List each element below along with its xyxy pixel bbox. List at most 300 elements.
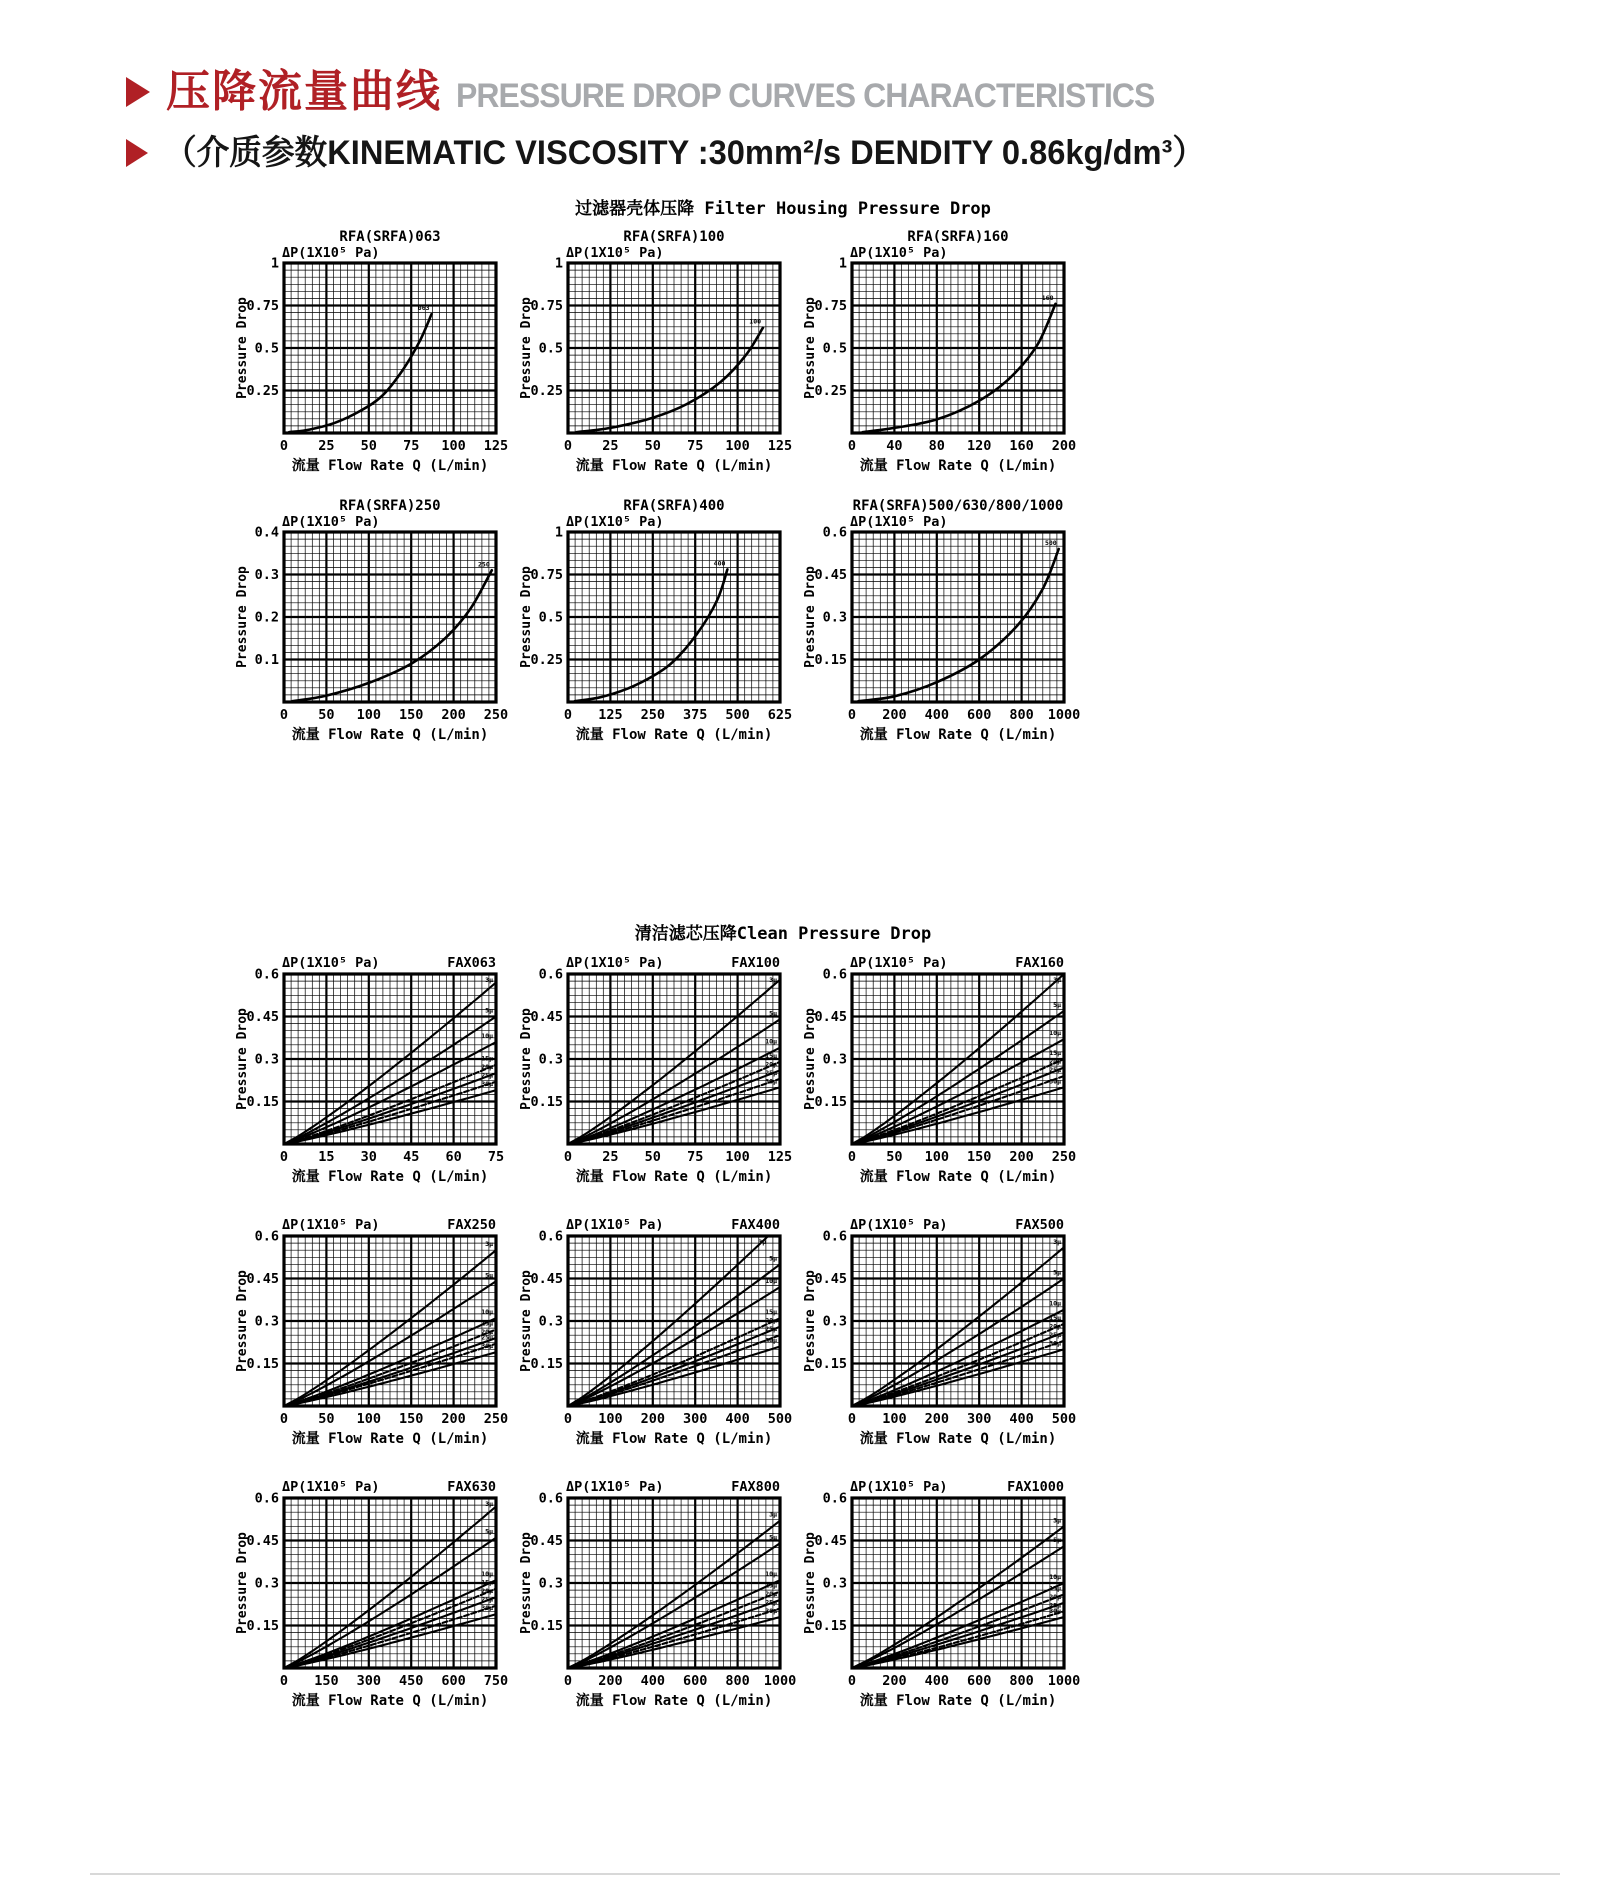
curve-end-label: 160 xyxy=(1041,293,1054,302)
y-axis-label: Pressure Drop xyxy=(235,1532,250,1634)
y-tick-label: 0.3 xyxy=(538,1313,563,1330)
x-axis-label: 流量 Flow Rate Q (L/min) xyxy=(291,458,489,474)
chart-fax160 xyxy=(800,950,1084,1200)
y-tick-label: 0.25 xyxy=(246,383,279,399)
x-tick-label: 0 xyxy=(563,1673,573,1689)
x-tick-label: 0 xyxy=(847,1149,857,1165)
chart-title: FAX400 xyxy=(731,1217,780,1233)
x-tick-label: 150 xyxy=(399,1411,424,1427)
x-tick-label: 80 xyxy=(928,438,945,454)
x-axis-label: 流量 Flow Rate Q (L/min) xyxy=(291,1169,489,1185)
y-tick-label: 0.5 xyxy=(254,340,279,357)
x-axis-label: 流量 Flow Rate Q (L/min) xyxy=(859,458,1057,474)
chart-title: FAX500 xyxy=(1015,1217,1064,1233)
y-tick-label: 0.45 xyxy=(530,1271,563,1287)
y-tick-label: 0.45 xyxy=(246,1533,279,1549)
curve-end-label: 20μ xyxy=(765,1316,777,1325)
x-axis-label: 流量 Flow Rate Q (L/min) xyxy=(291,727,489,743)
x-tick-label: 200 xyxy=(924,1411,949,1427)
x-tick-label: 0 xyxy=(279,1149,289,1165)
x-tick-label: 100 xyxy=(598,1411,623,1427)
curve-end-label: 10μ xyxy=(1049,1573,1061,1581)
curve-end-label: 30μ xyxy=(481,1342,493,1351)
y-tick-label: 0.75 xyxy=(814,298,847,314)
x-tick-label: 400 xyxy=(640,1673,665,1689)
curve-end-label: 30μ xyxy=(481,1080,493,1089)
x-tick-label: 100 xyxy=(725,438,750,454)
chart-fax400 xyxy=(516,1212,800,1462)
x-tick-label: 450 xyxy=(399,1673,424,1689)
x-tick-label: 0 xyxy=(563,438,573,454)
chart-title: RFA(SRFA)250 xyxy=(339,498,441,514)
x-tick-label: 60 xyxy=(445,1149,462,1165)
x-tick-label: 0 xyxy=(847,707,857,723)
y-tick-label: 0.6 xyxy=(822,1490,847,1507)
curve-end-label: 15μ xyxy=(765,1581,777,1590)
delta-p-unit-label: ΔP(1X10⁵ Pa) xyxy=(850,1217,948,1233)
x-tick-label: 1000 xyxy=(1047,707,1081,723)
chart-rfa-srfa-100 xyxy=(516,225,800,482)
curve-end-label: 10μ xyxy=(1049,1029,1061,1038)
y-tick-label: 0.45 xyxy=(246,1009,279,1025)
y-tick-label: 0.1 xyxy=(254,652,279,668)
x-tick-label: 100 xyxy=(441,438,466,454)
curve-end-label: 25μ xyxy=(1049,1330,1061,1339)
x-tick-label: 800 xyxy=(1009,1673,1034,1689)
chart-title: FAX800 xyxy=(731,1479,780,1495)
y-tick-label: 0.45 xyxy=(814,1009,847,1025)
chart-title: FAX630 xyxy=(447,1479,496,1495)
chart-rfa-srfa-500-630-800-1000 xyxy=(800,494,1084,751)
curve-end-label: 20μ xyxy=(481,1587,493,1596)
x-tick-label: 500 xyxy=(1051,1411,1077,1427)
x-axis-label: 流量 Flow Rate Q (L/min) xyxy=(291,1693,489,1709)
x-tick-label: 120 xyxy=(967,438,992,454)
curve-end-label: 15μ xyxy=(1049,1584,1061,1593)
x-tick-label: 50 xyxy=(886,1149,903,1165)
chart-title: FAX250 xyxy=(447,1217,496,1233)
x-tick-label: 0 xyxy=(279,1673,289,1689)
y-tick-label: 0.6 xyxy=(822,966,847,983)
curve-400 xyxy=(575,569,728,701)
curve-end-label: 10μ xyxy=(765,1277,777,1285)
curve-end-label: 30μ xyxy=(765,1607,777,1615)
x-axis-label: 流量 Flow Rate Q (L/min) xyxy=(859,1169,1057,1185)
x-tick-label: 750 xyxy=(483,1673,509,1689)
x-tick-label: 0 xyxy=(563,1149,573,1165)
x-axis-label: 流量 Flow Rate Q (L/min) xyxy=(859,1431,1057,1447)
y-tick-label: 0.2 xyxy=(254,609,279,626)
x-tick-label: 100 xyxy=(356,707,381,723)
x-tick-label: 200 xyxy=(441,707,466,723)
x-tick-label: 400 xyxy=(725,1411,750,1427)
curve-end-label: 5μ xyxy=(1053,1536,1061,1545)
x-tick-label: 600 xyxy=(967,707,992,723)
curve-end-label: 20μ xyxy=(481,1063,493,1072)
curve-end-label: 5μ xyxy=(769,1254,777,1263)
x-tick-label: 800 xyxy=(725,1673,750,1689)
x-tick-label: 1000 xyxy=(763,1673,797,1689)
clean-pressure-drop-grid xyxy=(232,950,1084,1724)
y-tick-label: 1 xyxy=(270,255,279,272)
x-tick-label: 0 xyxy=(563,1411,573,1427)
curve-end-label: 5μ xyxy=(485,1271,493,1280)
x-tick-label: 100 xyxy=(356,1411,381,1427)
red-arrow-icon xyxy=(126,139,148,167)
x-axis-label: 流量 Flow Rate Q (L/min) xyxy=(859,727,1057,743)
x-tick-label: 400 xyxy=(924,707,949,723)
y-tick-label: 0.15 xyxy=(814,1094,847,1110)
curve-end-label: 5μ xyxy=(1053,1000,1061,1009)
curve-end-label: 500 xyxy=(1044,539,1057,547)
x-axis-label: 流量 Flow Rate Q (L/min) xyxy=(575,1431,773,1447)
chart-rfa-srfa-250 xyxy=(232,494,516,751)
x-tick-label: 0 xyxy=(847,1411,857,1427)
y-tick-label: 0.3 xyxy=(254,1313,279,1330)
y-tick-label: 0.3 xyxy=(254,1051,279,1068)
x-tick-label: 75 xyxy=(687,1149,704,1165)
y-tick-label: 0.45 xyxy=(530,1533,563,1549)
x-tick-label: 200 xyxy=(882,707,907,723)
x-axis-label: 流量 Flow Rate Q (L/min) xyxy=(575,727,773,743)
x-tick-label: 150 xyxy=(967,1149,992,1165)
curve-end-label: 5μ xyxy=(769,1533,777,1542)
curve-end-label: 10μ xyxy=(481,1308,493,1317)
curve-160 xyxy=(863,304,1056,432)
curve-end-label: 30μ xyxy=(1049,1607,1061,1615)
x-tick-label: 600 xyxy=(967,1673,992,1689)
housing-pressure-drop-grid xyxy=(232,225,1084,751)
x-tick-label: 200 xyxy=(882,1673,907,1689)
y-tick-label: 0.15 xyxy=(246,1094,279,1110)
chart-title: FAX100 xyxy=(731,955,780,971)
x-tick-label: 45 xyxy=(403,1149,420,1165)
y-tick-label: 0.15 xyxy=(246,1618,279,1634)
x-tick-label: 250 xyxy=(483,707,509,723)
y-tick-label: 0.3 xyxy=(822,1313,847,1330)
y-axis-label: Pressure Drop xyxy=(803,1008,818,1110)
curve-end-label: 3μ xyxy=(758,1238,767,1246)
y-axis-label: Pressure Drop xyxy=(803,566,818,668)
x-tick-label: 125 xyxy=(767,1149,793,1165)
y-tick-label: 0.25 xyxy=(530,652,563,668)
y-axis-label: Pressure Drop xyxy=(519,1008,534,1110)
x-axis-label: 流量 Flow Rate Q (L/min) xyxy=(859,1693,1057,1709)
curve-end-label: 25μ xyxy=(481,1333,493,1342)
x-tick-label: 200 xyxy=(598,1673,623,1689)
x-tick-label: 375 xyxy=(683,707,708,723)
section-title-clean: 清洁滤芯压降Clean Pressure Drop xyxy=(634,924,932,944)
x-tick-label: 800 xyxy=(1009,707,1034,723)
curve-end-label: 10μ xyxy=(481,1570,493,1579)
x-tick-label: 50 xyxy=(644,1149,661,1165)
x-tick-label: 0 xyxy=(279,438,289,454)
x-tick-label: 75 xyxy=(687,438,704,454)
x-tick-label: 400 xyxy=(1009,1411,1034,1427)
curve-end-label: 20μ xyxy=(1049,1592,1061,1601)
curve-end-label: 20μ xyxy=(1049,1322,1061,1331)
x-tick-label: 25 xyxy=(602,1149,619,1165)
curve-end-label: 30μ xyxy=(765,1077,777,1086)
page-header xyxy=(0,0,1618,170)
x-tick-label: 300 xyxy=(967,1411,992,1427)
x-tick-label: 0 xyxy=(847,1673,857,1689)
y-axis-label: Pressure Drop xyxy=(519,1270,534,1372)
y-tick-label: 0.5 xyxy=(538,340,563,357)
y-tick-label: 0.45 xyxy=(814,1533,847,1549)
x-tick-label: 150 xyxy=(314,1673,339,1689)
y-tick-label: 0.45 xyxy=(530,1009,563,1025)
x-tick-label: 600 xyxy=(441,1673,466,1689)
delta-p-unit-label: ΔP(1X10⁵ Pa) xyxy=(566,514,664,530)
curve-end-label: 25μ xyxy=(765,1325,777,1334)
chart-title: RFA(SRFA)160 xyxy=(907,229,1009,245)
x-tick-label: 125 xyxy=(483,438,509,454)
curve-end-label: 10μ xyxy=(765,1570,777,1579)
x-tick-label: 625 xyxy=(767,707,793,723)
y-axis-label: Pressure Drop xyxy=(519,566,534,668)
delta-p-unit-label: ΔP(1X10⁵ Pa) xyxy=(850,245,948,261)
curve-end-label: 10μ xyxy=(481,1032,493,1040)
y-tick-label: 0.4 xyxy=(254,524,279,541)
y-tick-label: 0.6 xyxy=(538,966,563,983)
x-tick-label: 250 xyxy=(483,1411,509,1427)
y-tick-label: 0.45 xyxy=(246,1271,279,1287)
x-tick-label: 30 xyxy=(360,1149,377,1165)
chart-fax1000 xyxy=(800,1474,1084,1724)
x-tick-label: 300 xyxy=(683,1411,708,1427)
curve-end-label: 3μ xyxy=(1053,1238,1061,1246)
y-tick-label: 0.6 xyxy=(254,966,279,983)
curve-end-label: 30μ xyxy=(1049,1077,1061,1086)
x-tick-label: 0 xyxy=(279,1411,289,1427)
chart-fax100 xyxy=(516,950,800,1200)
delta-p-unit-label: ΔP(1X10⁵ Pa) xyxy=(282,245,380,261)
x-tick-label: 160 xyxy=(1009,438,1034,454)
y-tick-label: 0.5 xyxy=(538,609,563,626)
x-tick-label: 150 xyxy=(399,707,424,723)
x-tick-label: 75 xyxy=(487,1149,505,1165)
x-tick-label: 100 xyxy=(924,1149,949,1165)
x-axis-label: 流量 Flow Rate Q (L/min) xyxy=(575,1693,773,1709)
chart-rfa-srfa-063 xyxy=(232,225,516,482)
y-tick-label: 0.45 xyxy=(814,1271,847,1287)
curve-end-label: 25μ xyxy=(765,1598,777,1607)
curve-end-label: 25μ xyxy=(481,1595,493,1604)
y-axis-label: Pressure Drop xyxy=(803,297,818,399)
y-tick-label: 0.5 xyxy=(822,340,847,357)
x-tick-label: 25 xyxy=(318,438,335,454)
y-tick-label: 0.6 xyxy=(822,1228,847,1245)
y-axis-label: Pressure Drop xyxy=(235,297,250,399)
chart-title: FAX063 xyxy=(447,955,496,971)
x-tick-label: 125 xyxy=(767,438,793,454)
delta-p-unit-label: ΔP(1X10⁵ Pa) xyxy=(566,955,664,971)
y-tick-label: 0.15 xyxy=(814,1618,847,1634)
chart-rfa-srfa-160 xyxy=(800,225,1084,482)
charts-area xyxy=(232,194,1084,1724)
curve-end-label: 5μ xyxy=(769,1009,777,1018)
x-tick-label: 500 xyxy=(767,1411,793,1427)
curve-100 xyxy=(577,328,764,433)
x-tick-label: 200 xyxy=(1051,438,1077,454)
y-tick-label: 0.3 xyxy=(822,609,847,626)
curve-end-label: 15μ xyxy=(481,1054,493,1063)
y-tick-label: 0.6 xyxy=(254,1228,279,1245)
chart-fax063 xyxy=(232,950,516,1200)
curve-end-label: 063 xyxy=(417,304,430,312)
curve-end-label: 20μ xyxy=(765,1060,777,1069)
curve-end-label: 250 xyxy=(478,560,490,569)
delta-p-unit-label: ΔP(1X10⁵ Pa) xyxy=(282,514,380,530)
x-tick-label: 40 xyxy=(886,438,903,454)
x-axis-label: 流量 Flow Rate Q (L/min) xyxy=(291,1431,489,1447)
y-tick-label: 0.15 xyxy=(246,1356,279,1372)
curve-end-label: 10μ xyxy=(1049,1299,1061,1308)
chart-title: FAX160 xyxy=(1015,955,1064,971)
x-tick-label: 50 xyxy=(644,438,661,454)
y-tick-label: 0.6 xyxy=(538,1490,563,1507)
chart-title: FAX1000 xyxy=(1007,1479,1064,1495)
curve-end-label: 20μ xyxy=(1049,1057,1061,1066)
x-tick-label: 300 xyxy=(356,1673,381,1689)
chart-fax630 xyxy=(232,1474,516,1724)
y-tick-label: 0.6 xyxy=(254,1490,279,1507)
curve-end-label: 25μ xyxy=(481,1071,493,1080)
page-title-cn: 压降流量曲线 xyxy=(166,67,442,116)
y-tick-label: 0.3 xyxy=(254,567,279,583)
y-axis-label: Pressure Drop xyxy=(235,566,250,668)
x-tick-label: 125 xyxy=(598,707,623,723)
y-tick-label: 0.75 xyxy=(530,567,563,583)
x-tick-label: 600 xyxy=(683,1673,708,1689)
y-tick-label: 0.6 xyxy=(538,1228,563,1245)
chart-title: RFA(SRFA)063 xyxy=(339,229,441,245)
y-tick-label: 0.3 xyxy=(538,1051,563,1068)
y-axis-label: Pressure Drop xyxy=(803,1270,818,1372)
y-tick-label: 0.15 xyxy=(530,1094,563,1110)
x-tick-label: 0 xyxy=(279,707,289,723)
y-tick-label: 1 xyxy=(838,255,847,272)
y-tick-label: 0.45 xyxy=(814,567,847,583)
curve-end-label: 30μ xyxy=(765,1336,777,1345)
y-tick-label: 0.15 xyxy=(814,652,847,668)
main-title-row xyxy=(126,67,1618,116)
y-axis-label: Pressure Drop xyxy=(519,297,534,399)
footer-divider xyxy=(90,1873,1560,1875)
y-axis-label: Pressure Drop xyxy=(235,1270,250,1372)
curve-end-label: 25μ xyxy=(1049,1601,1061,1610)
curve-end-label: 3μ xyxy=(1053,1516,1061,1525)
y-tick-label: 0.3 xyxy=(538,1575,563,1592)
curve-end-label: 3μ xyxy=(485,1500,493,1508)
y-axis-label: Pressure Drop xyxy=(803,1532,818,1634)
x-tick-label: 400 xyxy=(924,1673,949,1689)
y-axis-label: Pressure Drop xyxy=(519,1532,534,1634)
curve-end-label: 3μ xyxy=(485,1240,493,1249)
x-tick-label: 250 xyxy=(1051,1149,1077,1165)
x-tick-label: 75 xyxy=(403,438,420,454)
x-tick-label: 100 xyxy=(725,1149,750,1165)
subtitle-row xyxy=(126,136,1618,170)
curve-end-label: 15μ xyxy=(481,1578,493,1587)
y-tick-label: 0.15 xyxy=(814,1356,847,1372)
curve-end-label: 3μ xyxy=(1053,976,1061,984)
y-tick-label: 0.3 xyxy=(822,1575,847,1592)
curve-250 xyxy=(293,570,492,701)
y-tick-label: 1 xyxy=(554,255,563,272)
y-tick-label: 0.15 xyxy=(530,1618,563,1634)
curve-end-label: 100 xyxy=(749,317,762,326)
x-tick-label: 500 xyxy=(725,707,750,723)
x-tick-label: 1000 xyxy=(1047,1673,1081,1689)
delta-p-unit-label: ΔP(1X10⁵ Pa) xyxy=(282,955,380,971)
page-title-en: PRESSURE DROP CURVES CHARACTERISTICS xyxy=(456,77,1155,115)
x-axis-label: 流量 Flow Rate Q (L/min) xyxy=(575,458,773,474)
x-tick-label: 50 xyxy=(360,438,377,454)
curve-end-label: 5μ xyxy=(485,1527,493,1536)
curve-end-label: 3μ xyxy=(485,976,493,984)
delta-p-unit-label: ΔP(1X10⁵ Pa) xyxy=(850,955,948,971)
x-tick-label: 100 xyxy=(882,1411,907,1427)
x-tick-label: 15 xyxy=(318,1149,335,1165)
curve-end-label: 20μ xyxy=(765,1590,777,1598)
curve-end-label: 15μ xyxy=(1049,1049,1061,1057)
delta-p-unit-label: ΔP(1X10⁵ Pa) xyxy=(566,1479,664,1495)
curve-end-label: 400 xyxy=(713,559,726,568)
delta-p-unit-label: ΔP(1X10⁵ Pa) xyxy=(566,245,664,261)
chart-rfa-srfa-400 xyxy=(516,494,800,751)
curve-end-label: 25μ xyxy=(765,1068,777,1077)
y-tick-label: 0.75 xyxy=(246,298,279,314)
y-tick-label: 0.3 xyxy=(822,1051,847,1068)
y-tick-label: 0.25 xyxy=(530,383,563,399)
x-tick-label: 0 xyxy=(847,438,857,454)
curve-end-label: 5μ xyxy=(485,1006,493,1015)
delta-p-unit-label: ΔP(1X10⁵ Pa) xyxy=(850,1479,948,1495)
curve-end-label: 5μ xyxy=(1053,1268,1061,1277)
delta-p-unit-label: ΔP(1X10⁵ Pa) xyxy=(566,1217,664,1233)
red-arrow-icon xyxy=(126,77,150,107)
chart-title: RFA(SRFA)400 xyxy=(623,498,725,514)
curve-end-label: 25μ xyxy=(1049,1066,1061,1074)
chart-title: RFA(SRFA)500/630/800/1000 xyxy=(852,498,1064,514)
x-tick-label: 50 xyxy=(318,707,335,723)
chart-fax500 xyxy=(800,1212,1084,1462)
y-tick-label: 0.25 xyxy=(814,383,847,399)
y-tick-label: 1 xyxy=(554,524,563,541)
x-tick-label: 50 xyxy=(318,1411,335,1427)
curve-end-label: 3μ xyxy=(769,976,777,984)
curve-end-label: 15μ xyxy=(1049,1313,1061,1322)
curve-end-label: 30μ xyxy=(481,1604,493,1613)
chart-fax250 xyxy=(232,1212,516,1462)
y-axis-label: Pressure Drop xyxy=(235,1008,250,1110)
curve-end-label: 10μ xyxy=(765,1037,777,1046)
section-title-housing: 过滤器壳体压降 Filter Housing Pressure Drop xyxy=(575,199,991,219)
y-tick-label: 0.3 xyxy=(254,1575,279,1592)
delta-p-unit-label: ΔP(1X10⁵ Pa) xyxy=(850,514,948,530)
x-tick-label: 200 xyxy=(640,1411,665,1427)
y-tick-label: 0.15 xyxy=(530,1356,563,1372)
x-tick-label: 0 xyxy=(563,707,573,723)
x-tick-label: 250 xyxy=(640,707,665,723)
curve-end-label: 30μ xyxy=(1049,1339,1061,1348)
x-axis-label: 流量 Flow Rate Q (L/min) xyxy=(575,1169,773,1185)
curve-end-label: 15μ xyxy=(765,1308,777,1317)
x-tick-label: 200 xyxy=(441,1411,466,1427)
curve-end-label: 15μ xyxy=(481,1319,493,1328)
